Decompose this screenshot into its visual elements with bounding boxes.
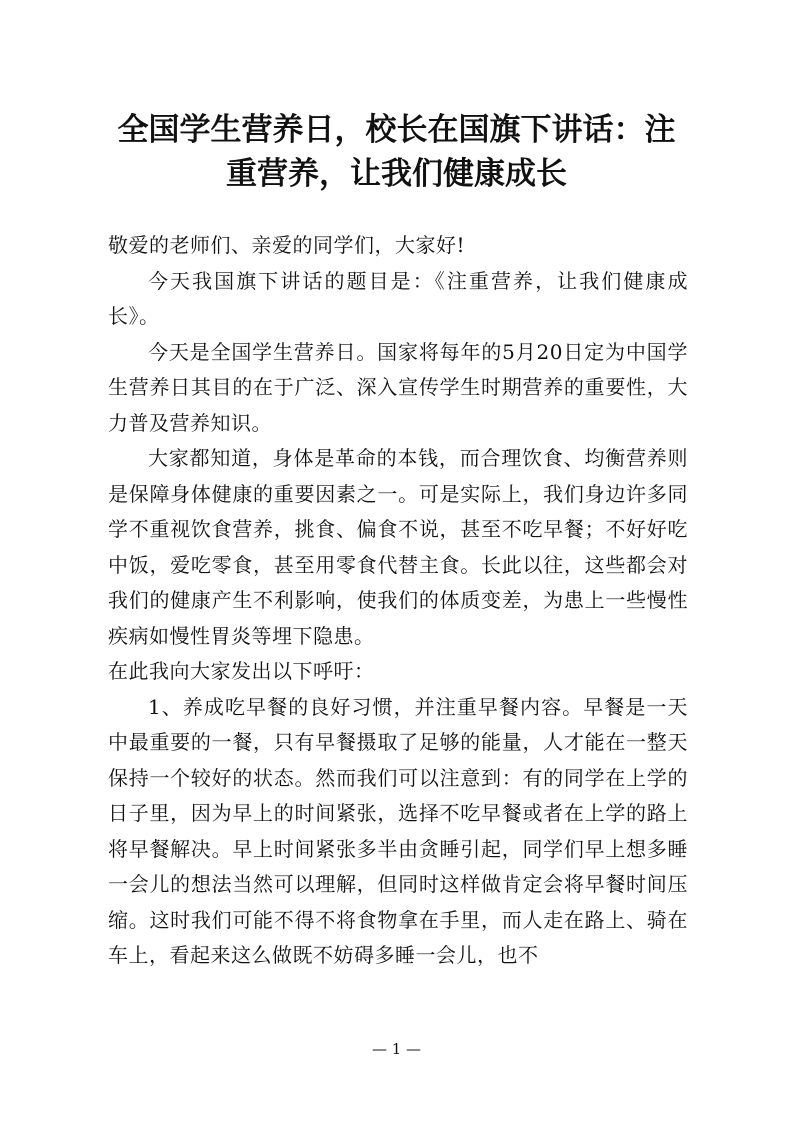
body-paragraph: 大家都知道，身体是革命的本钱，而合理饮食、均衡营养则是保障身体健康的重要因素之一。可是实际上，我们身边许多同学不重视饮食营养，挑食、偏食不说，甚至不吃早餐；不好好吃中饭，爱吃零食，甚至用零食代替主食。长此以往，这些都会对我们的健康产生不利影响，使我们的体质变差，为患上一些慢性疾病如慢性胃炎等埋下隐患。: [108, 446, 688, 648]
body-paragraph: 今天我国旗下讲话的题目是：《注重营养，让我们健康成长》。: [108, 268, 688, 328]
document-title: [100, 108, 693, 196]
body-paragraph: 1、养成吃早餐的良好习惯，并注重早餐内容。早餐是一天中最重要的一餐，只有早餐摄取了足够的能量，人才能在一整天保持一个较好的状态。然而我们可以注意到：有的同学在上学的日子里，因为早上的时间紧张，选择不吃早餐或者在上学的路上将早餐解决。早上时间紧张多半由贪睡引起，同学们早上想多睡一会儿的想法当然可以理解，但同时这样做肯定会将早餐时间压缩。这时我们可能不得不将食物拿在手里，而人走在路上、骑在车上，看起来这么做既不妨碍多睡一会儿，也不: [108, 694, 688, 967]
body-paragraph: 在此我向大家发出以下呼吁：: [108, 659, 375, 683]
title-line-2: 重营养，让我们健康成长: [226, 156, 567, 192]
page-number: — 1 —: [371, 1040, 422, 1058]
document-body: [108, 228, 688, 974]
body-paragraph: 今天是全国学生营养日。国家将每年的5月20日定为中国学生营养日其目的在于广泛、深入宣传学生时期营养的重要性，大力普及营养知识。: [108, 339, 688, 435]
greeting-paragraph: 敬爱的老师们、亲爱的同学们，大家好!: [108, 233, 466, 257]
title-line-1: 全国学生营养日，校长在国旗下讲话：注: [117, 112, 676, 148]
